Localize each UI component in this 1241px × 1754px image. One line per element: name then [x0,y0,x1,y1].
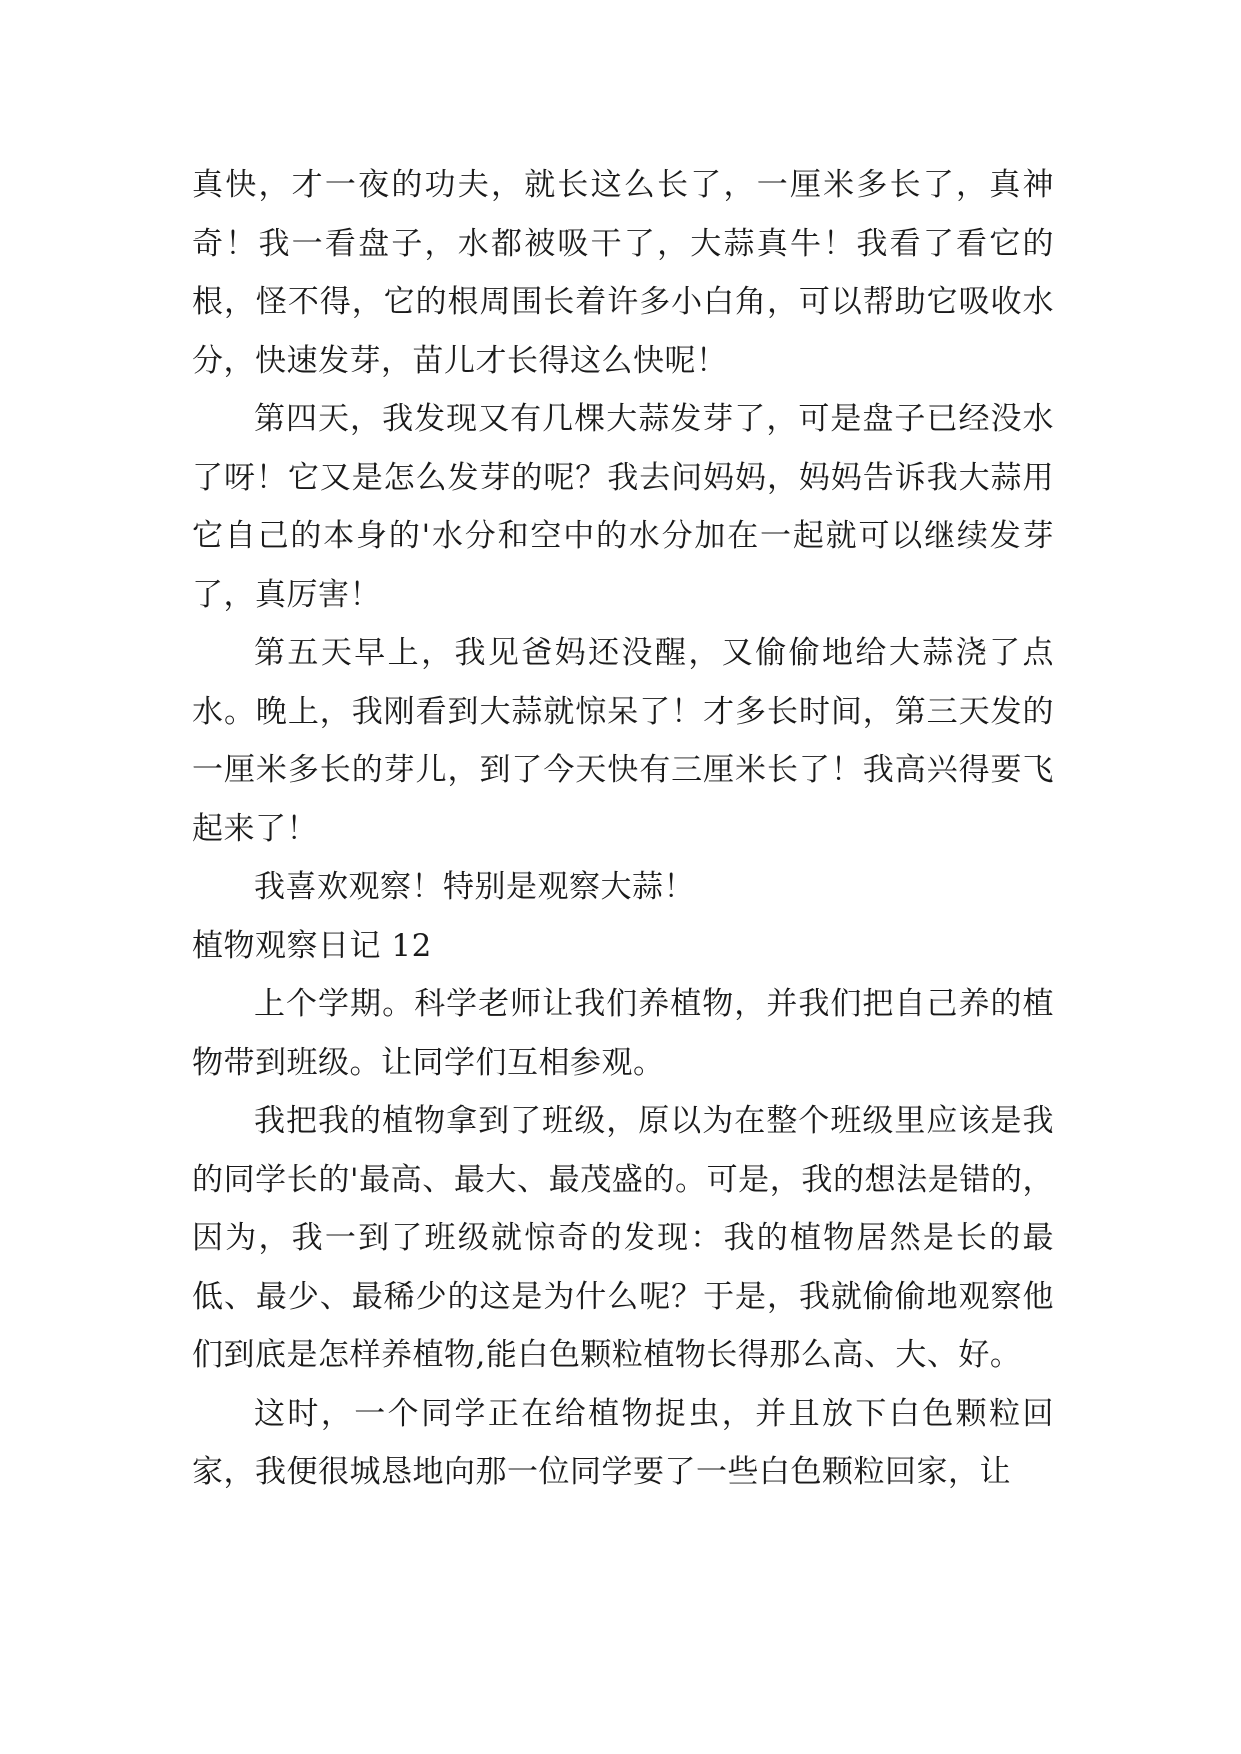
diary-heading: 植物观察日记 12 [192,927,432,964]
document-body [192,156,1054,1502]
paragraph-closing: 我喜欢观察！特别是观察大蒜！ [254,869,695,905]
paragraph-last-semester: 上个学期。科学老师让我们养植物，并我们把自己养的植物带到班级。让同学们互相参观。 [192,986,1054,1081]
paragraph-white-granules: 这时，一个同学正在给植物捉虫，并且放下白色颗粒回家，我便很城恳地向那一位同学要了一些白色颗粒回家，让 [192,1395,1054,1490]
paragraph-day-four: 第四天，我发现又有几棵大蒜发芽了，可是盘子已经没水了呀！它又是怎么发芽的呢？我去问妈妈，妈妈告诉我大蒜用它自己的本身的'水分和空中的水分加在一起就可以继续发芽了，真厉害！ [192,401,1054,613]
paragraph-continued: 真快，才一夜的功夫，就长这么长了，一厘米多长了，真神奇！我一看盘子，水都被吸干了，大蒜真牛！我看了看它的根，怪不得，它的根周围长着许多小白角，可以帮助它吸收水分，快速发芽，苗儿才长得这么快呢！ [192,167,1054,379]
paragraph-day-five: 第五天早上，我见爸妈还没醒，又偷偷地给大蒜浇了点水。晚上，我刚看到大蒜就惊呆了！才多长时间，第三天发的一厘米多长的芽儿，到了今天快有三厘米长了！我高兴得要飞起来了！ [192,635,1054,847]
paragraph-class-plants: 我把我的植物拿到了班级，原以为在整个班级里应该是我的同学长的'最高、最大、最茂盛的。可是，我的想法是错的，因为，我一到了班级就惊奇的发现：我的植物居然是长的最低、最少、最稀少的这是为什么呢？于是，我就偷偷地观察他们到底是怎样养植物,能白色颗粒植物长得那么高、大、好。 [192,1103,1054,1373]
